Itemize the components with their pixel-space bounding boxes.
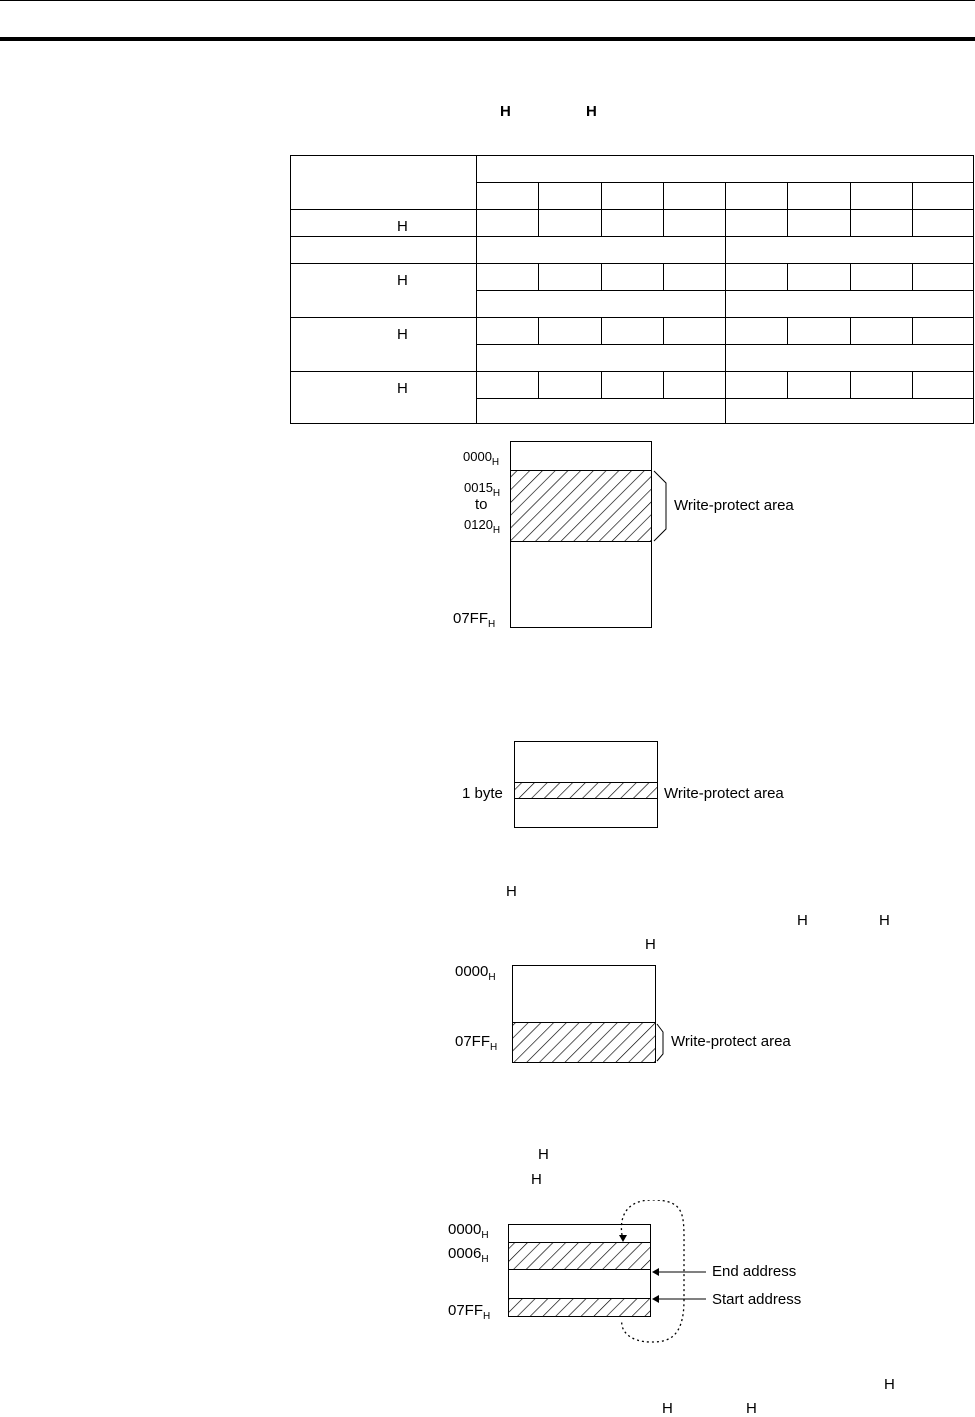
d3-start-address: $0000_H$ bbox=[455, 963, 496, 983]
d3-area-label: Write-protect area bbox=[671, 1033, 791, 1050]
memory-diagram-2 bbox=[512, 741, 660, 830]
header-rule-thin bbox=[0, 0, 975, 1]
bottom-h-mark-3: H bbox=[746, 1400, 757, 1417]
table-row-2-mark: H bbox=[397, 272, 408, 289]
intro-h-mark-2: H bbox=[586, 103, 597, 120]
d4-start-address-label: Start address bbox=[712, 1291, 802, 1308]
memory-diagram-1 bbox=[508, 441, 678, 630]
d4-mid-address: $0006_H$ bbox=[448, 1245, 489, 1265]
text-h-mark-4: H bbox=[645, 936, 656, 953]
d1-from-address: $0015_H$ bbox=[464, 480, 501, 499]
text2-h-mark-2: H bbox=[531, 1171, 542, 1188]
table-row-1-mark: H bbox=[397, 218, 408, 235]
d4-end-address-label: End address bbox=[712, 1263, 797, 1280]
d1-to-word: to bbox=[475, 496, 488, 513]
d2-area-label: Write-protect area bbox=[664, 785, 784, 802]
d1-start-address: $0000_H$ bbox=[463, 449, 500, 468]
d4-start-address: $0000_H$ bbox=[448, 1221, 489, 1241]
memory-diagram-4 bbox=[506, 1200, 706, 1348]
d1-end-address: $07FF_H$ bbox=[453, 610, 496, 630]
d1-to-address: $0120_H$ bbox=[464, 517, 501, 536]
bottom-h-mark-2: H bbox=[662, 1400, 673, 1417]
header-rule-thick bbox=[0, 37, 975, 41]
d1-area-label: Write-protect area bbox=[674, 497, 794, 514]
intro-h-mark-1: H bbox=[500, 103, 511, 120]
bottom-h-mark-1: H bbox=[884, 1376, 895, 1393]
memory-diagram-3 bbox=[510, 964, 670, 1065]
text-h-mark-1: H bbox=[506, 883, 517, 900]
text-h-mark-3: H bbox=[879, 912, 890, 929]
d3-end-address: $07FF_H$ bbox=[455, 1033, 498, 1053]
table-row-4-mark: H bbox=[397, 380, 408, 397]
d4-end-address: $07FF_H$ bbox=[448, 1302, 491, 1322]
text2-h-mark-1: H bbox=[538, 1146, 549, 1163]
register-table bbox=[290, 155, 974, 424]
text-h-mark-2: H bbox=[797, 912, 808, 929]
table-row-3-mark: H bbox=[397, 326, 408, 343]
d2-byte-label: 1 byte bbox=[462, 785, 503, 802]
